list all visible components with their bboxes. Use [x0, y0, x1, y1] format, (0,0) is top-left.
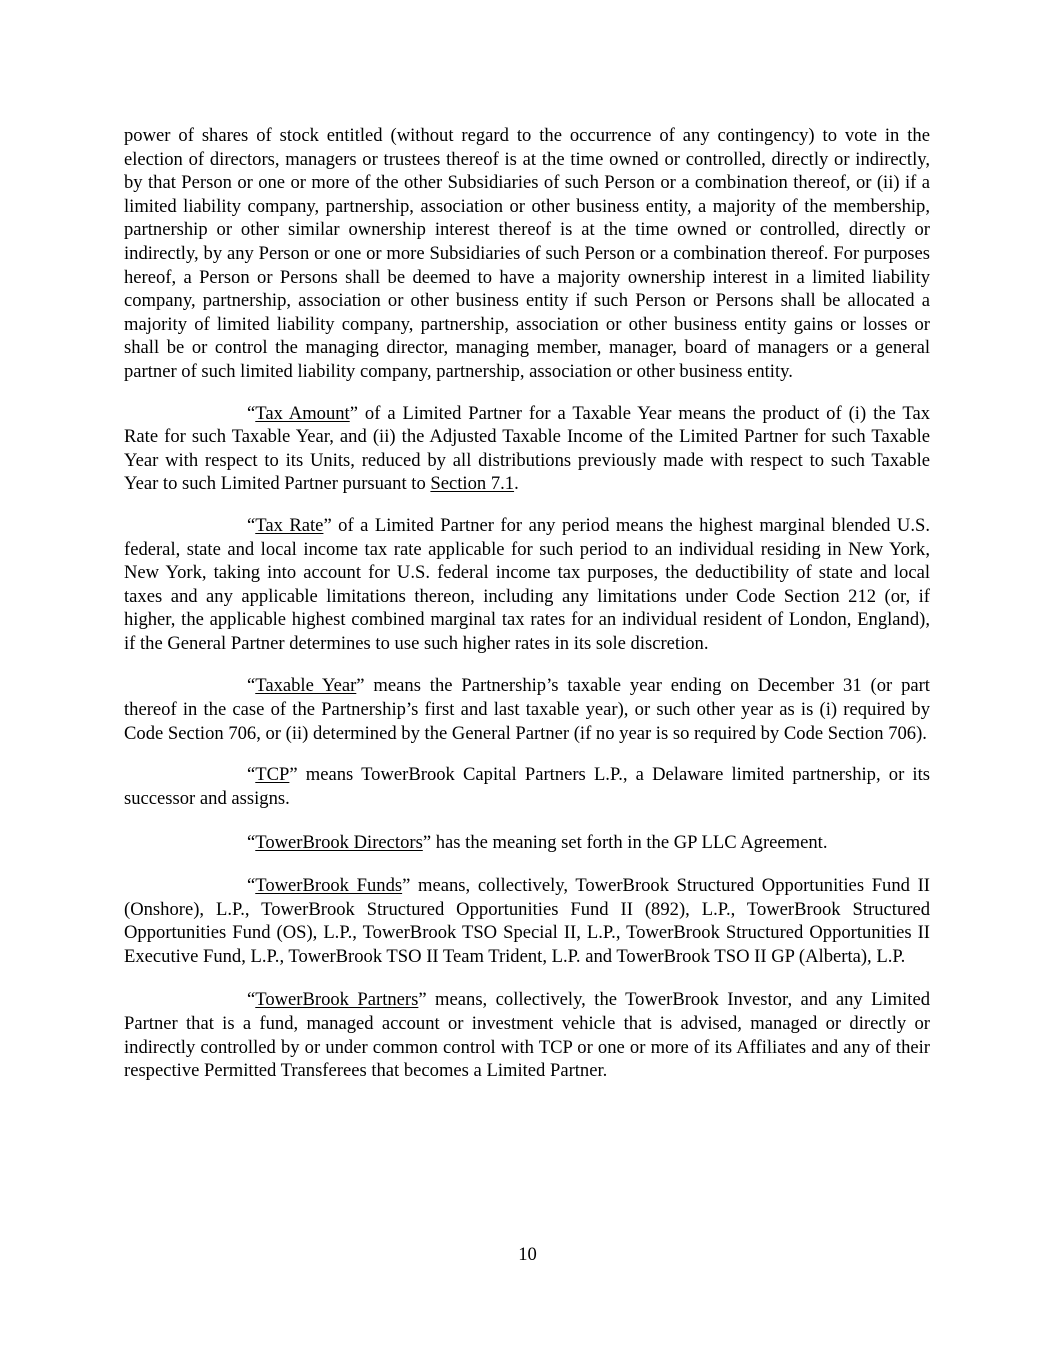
definition-tax-rate	[124, 514, 930, 656]
open-quote: “	[247, 514, 256, 536]
definition-towerbrook-partners	[124, 988, 930, 1082]
definition-taxable-year	[124, 674, 930, 745]
page-number: 10	[518, 1244, 537, 1265]
definition-tax-amount	[124, 402, 930, 496]
section-reference: Section 7.1	[430, 473, 515, 495]
definition-towerbrook-directors	[124, 831, 930, 855]
definition-end: .	[514, 473, 519, 495]
intro-paragraph	[124, 124, 930, 384]
definition-towerbrook-funds	[124, 874, 930, 968]
definition-body: ” means TowerBrook Capital Partners L.P., a Delaware limited partnership, or its successor and assigns.	[124, 764, 930, 809]
open-quote: “	[247, 832, 256, 854]
open-quote: “	[247, 989, 256, 1011]
definition-body: ” of a Limited Partner for a Taxable Year means the product of (i) the Tax Rate for such Taxable Year, and (ii) the Adjusted Taxable Income of the Limited Partner for such Taxable Year with respect to its Units, reduced by all distributions previously made with respect to such Taxable Year to such Limited Partner pursuant to	[124, 402, 930, 495]
definition-body: ” means the Partnership’s taxable year ending on December 31 (or part thereof in the case of the Partnership’s first and last taxable year), or such other year as is (i) required by Code Section 706, or (ii) determined by the General Partner (if no year is so required by Code Section 706).	[124, 675, 930, 744]
defined-term-tcp: TCP	[255, 764, 290, 786]
intro-text: power of shares of stock entitled (without regard to the occurrence of any contingency) to vote in the election of directors, managers or trustees thereof is at the time owned or controlled, directly or indirectly, by that Person or one or more of the other Subsidiaries of such Person or a combination thereof, or (ii) if a limited liability company, partnership, association or other business entity, a majority of the membership, partnership or other similar ownership interest thereof is at the time owned or controlled, directly or indirectly, by any Person or one or more Subsidiaries of such Person or a combination thereof. For purposes hereof, a Person or Persons shall be deemed to have a majority ownership interest in a limited liability company, partnership, association or other business entity if such Person or Persons shall be allocated a majority of limited liability company, partnership, association or other business entity gains or losses or shall be or control the managing director, managing member, manager, board of managers or a general partner of such limited liability company, partnership, association or other business entity.	[124, 125, 930, 382]
open-quote: “	[247, 402, 256, 424]
definition-body: ” has the meaning set forth in the GP LLC Agreement.	[422, 832, 828, 854]
definition-body: ” of a Limited Partner for any period means the highest marginal blended U.S. federal, state and local income tax rate applicable for such period to an individual residing in New York, New York, taking into account for U.S. federal income tax purposes, the deductibility of state and local taxes and any applicable limitations thereon, including any limitations under Code Section 212 (or, if higher, the applicable highest combined marginal tax rates for an individual resident of London, England), if the General Partner determines to use such higher rates in its sole discretion.	[124, 514, 930, 654]
defined-term-taxable-year: Taxable Year	[255, 675, 357, 697]
defined-term-tax-amount: Tax Amount	[255, 402, 350, 424]
definition-body: ” means, collectively, TowerBrook Structured Opportunities Fund II (Onshore), L.P., TowerBrook Structured Opportunities Fund II (892), L.P., TowerBrook Structured Opportunities Fund (OS), L.P., TowerBrook TSO Special II, L.P., TowerBrook Structured Opportunities II Executive Fund, L.P., TowerBrook TSO II Team Trident, L.P. and TowerBrook TSO II GP (Alberta), L.P.	[124, 875, 930, 967]
defined-term-towerbrook-funds: TowerBrook Funds	[255, 875, 403, 897]
definition-body: ” means, collectively, the TowerBrook Investor, and any Limited Partner that is a fund, managed account or investment vehicle that is advised, managed or directly or indirectly controlled by or under common control with TCP or one or more of its Affiliates and any of their respective Permitted Transferees that becomes a Limited Partner.	[124, 989, 930, 1082]
open-quote: “	[247, 764, 256, 786]
defined-term-tax-rate: Tax Rate	[255, 514, 324, 536]
defined-term-towerbrook-directors: TowerBrook Directors	[255, 832, 423, 854]
open-quote: “	[247, 675, 256, 697]
defined-term-towerbrook-partners: TowerBrook Partners	[255, 989, 419, 1011]
document-page	[124, 124, 930, 1101]
definition-tcp	[124, 763, 930, 810]
open-quote: “	[247, 875, 256, 897]
